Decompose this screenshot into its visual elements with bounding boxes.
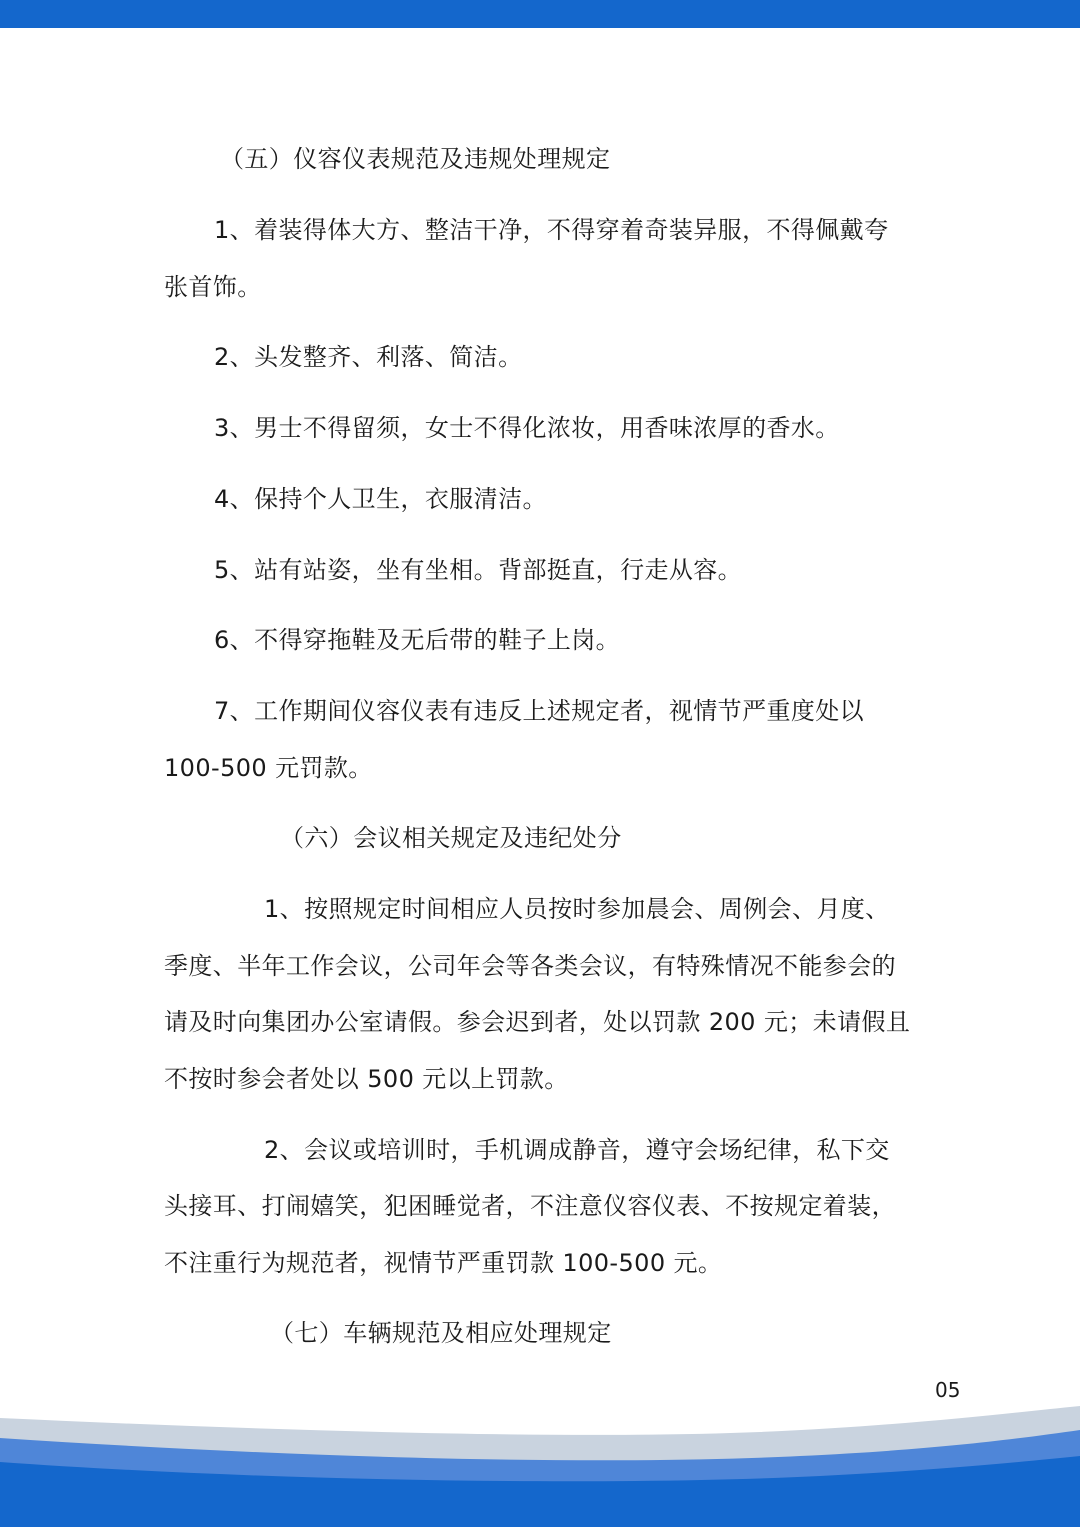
paragraph-line: 3、男士不得留须，女士不得化浓妆，用香味浓厚的香水。 — [214, 414, 840, 442]
paragraph-line: 请及时向集团办公室请假。参会迟到者，处以罚款 200 元；未请假且 — [164, 1008, 911, 1036]
paragraph-line: 2、头发整齐、利落、简洁。 — [214, 343, 523, 371]
paragraph-line: 5、站有站姿，坐有坐相。背部挺直，行走从容。 — [214, 556, 743, 584]
footer-wave-decoration — [0, 1400, 1080, 1527]
paragraph-line: 2、会议或培训时，手机调成静音，遵守会场纪律，私下交 — [264, 1136, 890, 1164]
paragraph-line: 1、着装得体大方、整洁干净，不得穿着奇装异服，不得佩戴夸 — [214, 216, 889, 244]
paragraph-line: 6、不得穿拖鞋及无后带的鞋子上岗。 — [214, 626, 621, 654]
paragraph-line: 1、按照规定时间相应人员按时参加晨会、周例会、月度、 — [264, 895, 890, 923]
paragraph-line: 4、保持个人卫生，衣服清洁。 — [214, 485, 547, 513]
paragraph-line: 7、工作期间仪容仪表有违反上述规定者，视情节严重度处以 — [214, 697, 865, 725]
paragraph-line: 季度、半年工作会议，公司年会等各类会议，有特殊情况不能参会的 — [164, 952, 896, 980]
page-number: 05 — [935, 1378, 961, 1402]
paragraph-line: 头接耳、打闹嬉笑，犯困睡觉者，不注意仪容仪表、不按规定着装， — [164, 1192, 896, 1220]
paragraph-line: 不按时参会者处以 500 元以上罚款。 — [164, 1065, 569, 1093]
section-heading-appearance: （五）仪容仪表规范及违规处理规定 — [220, 145, 611, 173]
top-accent-bar — [0, 0, 1080, 28]
paragraph-line: 不注重行为规范者，视情节严重罚款 100-500 元。 — [164, 1249, 723, 1277]
section-heading-vehicles: （七）车辆规范及相应处理规定 — [270, 1319, 612, 1347]
section-heading-meetings: （六）会议相关规定及违纪处分 — [280, 824, 622, 852]
paragraph-line: 100-500 元罚款。 — [164, 754, 373, 782]
paragraph-line: 张首饰。 — [164, 273, 262, 301]
